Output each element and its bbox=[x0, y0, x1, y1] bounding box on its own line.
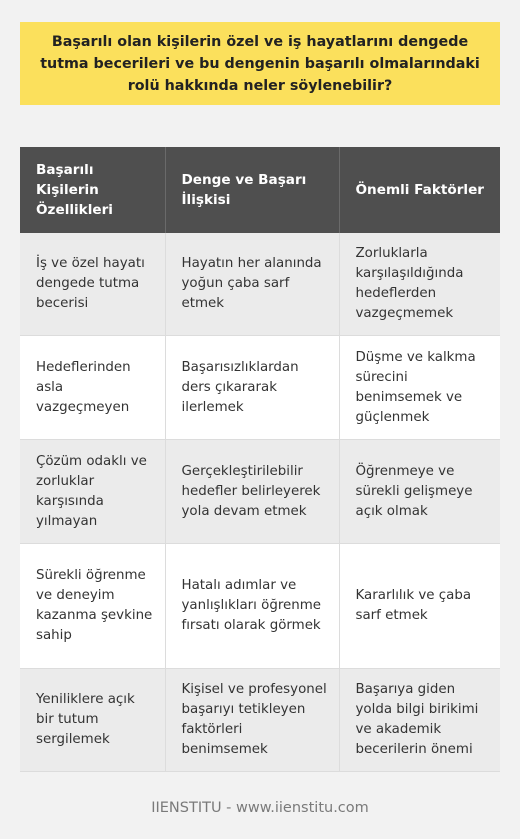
table-cell: Kişisel ve profesyonel başarıyı tetikleyen faktörleri benimsemek bbox=[165, 669, 339, 772]
table-cell: Zorluklarla karşılaşıldığında hedeflerden vazgeçmemek bbox=[339, 233, 500, 336]
title-banner bbox=[20, 22, 500, 105]
table-header-row bbox=[20, 147, 500, 233]
table-row bbox=[20, 233, 500, 336]
table-cell: Yeniliklere açık bir tutum sergilemek bbox=[20, 669, 165, 772]
table-row bbox=[20, 669, 500, 772]
page-title: Başarılı olan kişilerin özel ve iş hayatlarını dengede tutma becerileri ve bu dengenin başarılı olmalarındaki rolü hakkında neler söylenebilir? bbox=[40, 33, 480, 94]
table-cell: Çözüm odaklı ve zorluklar karşısında yılmayan bbox=[20, 440, 165, 544]
table-cell: Öğrenmeye ve sürekli gelişmeye açık olmak bbox=[339, 440, 500, 544]
table-cell: Hayatın her alanında yoğun çaba sarf etmek bbox=[165, 233, 339, 336]
table-row bbox=[20, 336, 500, 440]
table-row bbox=[20, 544, 500, 669]
table-cell: Sürekli öğrenme ve deneyim kazanma şevkine sahip bbox=[20, 544, 165, 669]
column-header-characteristics: Başarılı Kişilerin Özellikleri bbox=[20, 147, 165, 233]
column-header-key-factors: Önemli Faktörler bbox=[339, 147, 500, 233]
comparison-table bbox=[20, 147, 500, 772]
table-row bbox=[20, 440, 500, 544]
table-cell: Düşme ve kalkma sürecini benimsemek ve güçlenmek bbox=[339, 336, 500, 440]
column-header-balance-success: Denge ve Başarı İlişkisi bbox=[165, 147, 339, 233]
table-cell: Başarısızlıklardan ders çıkararak ilerlemek bbox=[165, 336, 339, 440]
table-cell: Gerçekleştirilebilir hedefler belirleyerek yola devam etmek bbox=[165, 440, 339, 544]
table-cell: Hedeflerinden asla vazgeçmeyen bbox=[20, 336, 165, 440]
table-cell: Hatalı adımlar ve yanlışlıkları öğrenme fırsatı olarak görmek bbox=[165, 544, 339, 669]
footer-credit: IIENSTITU - www.iienstitu.com bbox=[151, 800, 369, 816]
table-cell: Kararlılık ve çaba sarf etmek bbox=[339, 544, 500, 669]
table-cell: Başarıya giden yolda bilgi birikimi ve akademik becerilerin önemi bbox=[339, 669, 500, 772]
table-cell: İş ve özel hayatı dengede tutma becerisi bbox=[20, 233, 165, 336]
